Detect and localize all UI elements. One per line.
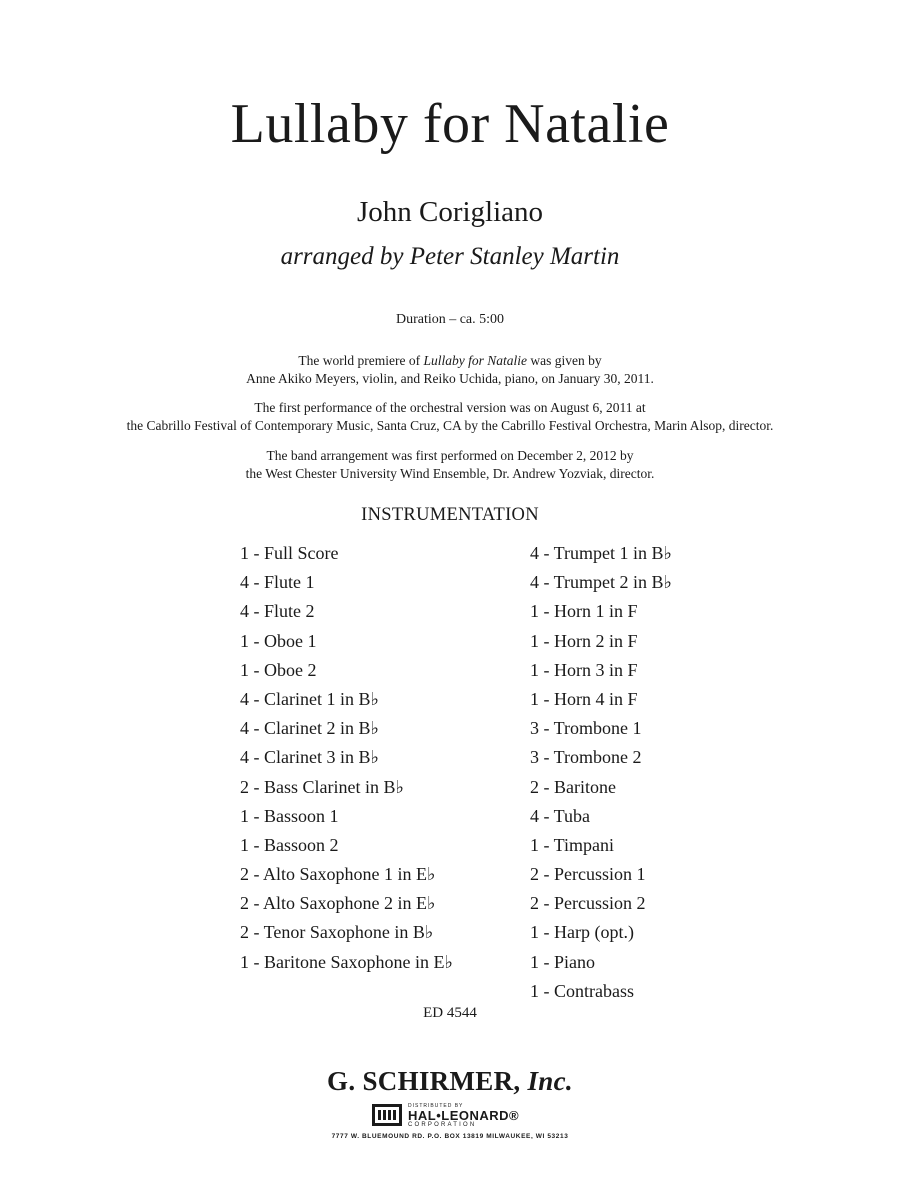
arranger-credit: arranged by Peter Stanley Martin — [280, 243, 620, 270]
instrument-item: 2 - Alto Saxophone 2 in E♭ — [240, 893, 436, 914]
work-title-italic: Lullaby for Natalie — [423, 353, 528, 368]
instrument-item: 1 - Horn 2 in F — [530, 630, 638, 651]
instrumentation-list-right — [530, 539, 672, 1006]
instrument-item: 2 - Bass Clarinet in B♭ — [240, 776, 404, 797]
band-line-2: the West Chester University Wind Ensemble, Dr. Andrew Yozviak, director. — [245, 466, 655, 481]
distributed-by-label: DISTRIBUTED BY — [408, 1103, 464, 1109]
hal-leonard-logo-mark-icon — [372, 1104, 402, 1126]
instrument-item: 4 - Clarinet 3 in B♭ — [240, 747, 379, 768]
edition-number: ED 4544 — [423, 1005, 477, 1021]
instrument-item: 4 - Flute 1 — [240, 572, 315, 593]
instrument-item: 1 - Baritone Saxophone in E♭ — [240, 951, 453, 972]
distributor-address: 7777 W. BLUEMOUND RD. P.O. BOX 13819 MILWAUKEE, WI 53213 — [331, 1133, 569, 1140]
instrument-item: 1 - Horn 4 in F — [530, 688, 638, 709]
instrument-item: 2 - Tenor Saxophone in B♭ — [240, 922, 434, 943]
publisher-name: G. SCHIRMER, Inc. — [327, 1066, 573, 1096]
instrument-item: 1 - Horn 1 in F — [530, 601, 638, 622]
instrument-item: 4 - Trumpet 2 in B♭ — [530, 572, 673, 593]
instrumentation-heading: INSTRUMENTATION — [361, 505, 539, 525]
page-title: Lullaby for Natalie — [230, 93, 670, 155]
instrumentation-list-left — [240, 539, 453, 977]
instrument-item: 4 - Clarinet 2 in B♭ — [240, 718, 379, 739]
instrument-item: 2 - Alto Saxophone 1 in E♭ — [240, 864, 436, 885]
instrument-item: 4 - Trumpet 1 in B♭ — [530, 543, 673, 563]
distributor-corporation: CORPORATION — [408, 1122, 477, 1128]
instrument-item: 2 - Baritone — [530, 776, 616, 797]
instrument-item: 3 - Trombone 1 — [530, 718, 642, 739]
distributor-name: HAL•LEONARD® — [408, 1108, 520, 1123]
hal-leonard-logo — [372, 1104, 552, 1128]
orchestral-line-1: The first performance of the orchestral version was on August 6, 2011 at — [254, 400, 646, 415]
duration-text: Duration – ca. 5:00 — [395, 312, 505, 327]
orchestral-line-2: the Cabrillo Festival of Contemporary Music, Santa Cruz, CA by the Cabrillo Festival Orchestra, Marin Alsop, director. — [126, 418, 774, 433]
instrument-item: 1 - Full Score — [240, 543, 339, 563]
instrument-item: 1 - Horn 3 in F — [530, 659, 638, 680]
instrument-item: 4 - Flute 2 — [240, 601, 315, 622]
premiere-line-1: The world premiere of Lullaby for Natalie was given by — [298, 353, 602, 368]
instrument-item: 1 - Harp (opt.) — [530, 922, 634, 943]
instrument-item: 1 - Oboe 1 — [240, 630, 317, 651]
instrument-item: 3 - Trombone 2 — [530, 747, 642, 768]
instrument-item: 1 - Bassoon 2 — [240, 834, 339, 855]
instrument-item: 1 - Piano — [530, 951, 595, 972]
instrument-item: 4 - Tuba — [530, 805, 591, 826]
instrument-item: 4 - Clarinet 1 in B♭ — [240, 688, 379, 709]
band-premiere-note — [0, 447, 900, 483]
instrument-item: 1 - Bassoon 1 — [240, 805, 339, 826]
premiere-line-2: Anne Akiko Meyers, violin, and Reiko Uchida, piano, on January 30, 2011. — [246, 371, 654, 386]
premiere-note — [0, 352, 900, 388]
composer-name: John Corigliano — [356, 196, 544, 228]
instrument-item: 2 - Percussion 2 — [530, 893, 646, 914]
band-line-1: The band arrangement was first performed on December 2, 2012 by — [266, 448, 634, 463]
instrument-item: 1 - Timpani — [530, 834, 615, 855]
orchestral-premiere-note — [0, 399, 900, 435]
instrument-item: 2 - Percussion 1 — [530, 864, 646, 885]
instrument-item: 1 - Oboe 2 — [240, 659, 317, 680]
instrument-item: 1 - Contrabass — [530, 980, 634, 1001]
